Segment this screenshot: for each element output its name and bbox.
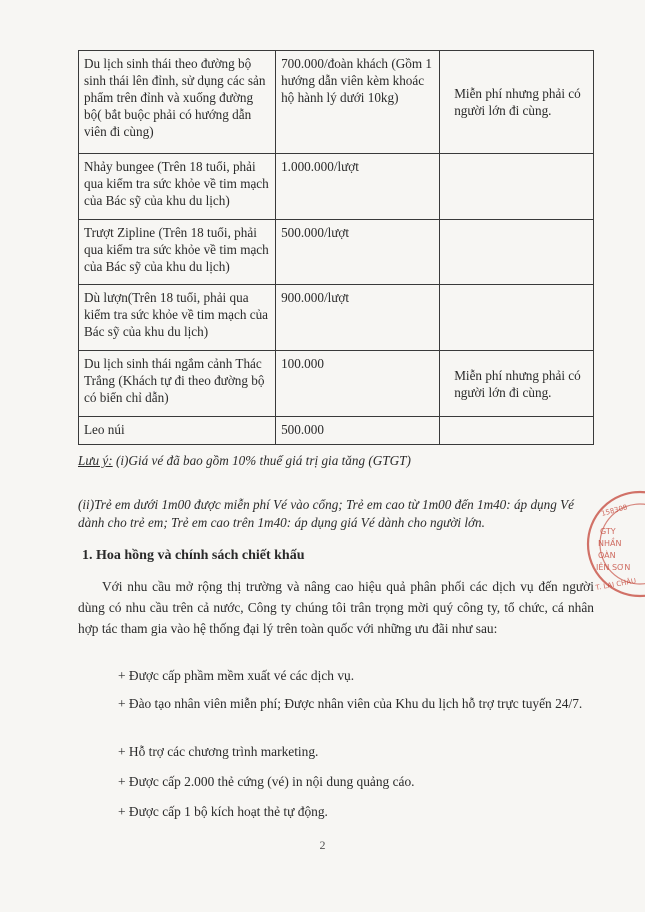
note-cell: Miễn phí nhưng phải có người lớn đi cùng. [440,351,594,417]
table-row [79,154,594,220]
svg-text:GTY: GTY [600,527,616,536]
price-cell: 900.000/lượt [276,285,440,351]
note-line-1 [78,452,598,470]
price-cell: 700.000/đoàn khách (Gồm 1 hướng dẫn viên kèm khoác hộ hành lý dưới 10kg) [276,51,440,154]
note-cell [440,154,594,220]
table-row [79,285,594,351]
service-cell: Du lịch sinh thái theo đường bộ sinh thái lên đỉnh, sử dụng các sản phẩm trên đỉnh và xuống đường bộ( bắt buộc phải có hướng dẫn viên đi cùng) [79,51,276,154]
red-stamp-seal [582,486,645,606]
price-cell: 100.000 [276,351,440,417]
svg-text:158308: 158308 [600,503,629,518]
table-row [79,220,594,285]
table-row [79,417,594,445]
note-cell [440,285,594,351]
service-cell: Nhảy bungee (Trên 18 tuổi, phải qua kiểm tra sức khỏe về tim mạch của Bác sỹ của khu du lịch) [79,154,276,220]
price-cell: 500.000 [276,417,440,445]
list-item: + Hỗ trợ các chương trình marketing. [118,744,319,759]
price-table [78,50,594,445]
service-cell: Leo núi [79,417,276,445]
note-label: Lưu ý: [78,453,113,468]
table-row [79,351,594,417]
intro-paragraph: Với nhu cầu mở rộng thị trường và nâng cao hiệu quả phân phối các dịch vụ đến người dùng có nhu cầu trên cả nước, Công ty chúng tôi trân trọng mời quý công ty, tổ chức, cá nhân hợp tác tham gia vào hệ thống đại lý trên toàn quốc với những ưu đãi như sau: [78,579,594,636]
svg-text:T. LAI CHÂU: T. LAI CHÂU [594,576,637,592]
price-cell: 1.000.000/lượt [276,154,440,220]
section-heading: 1. Hoa hồng và chính sách chiết khấu [82,548,305,563]
list-item: + Được cấp 2.000 thẻ cứng (vé) in nội dung quảng cáo. [118,774,415,789]
svg-text:OÀN: OÀN [598,551,616,560]
table-row [79,51,594,154]
list-item: + Được cấp phầm mềm xuất vé các dịch vụ. [118,668,355,683]
note-cell [440,417,594,445]
note-line-2: (ii)Trẻ em dưới 1m00 được miễn phí Vé vào cổng; Trẻ em cao từ 1m00 đến 1m40: áp dụng Vé dành cho trẻ em; Trẻ em cao trên 1m40: áp dụng giá Vé dành cho người lớn. [78,497,575,530]
list-item: + Đào tạo nhân viên miễn phí; Được nhân viên của Khu du lịch hỗ trợ trực tuyến 24/7. [118,696,583,711]
price-cell: 500.000/lượt [276,220,440,285]
list-item: + Được cấp 1 bộ kích hoạt thẻ tự động. [118,804,328,819]
service-cell: Trượt Zipline (Trên 18 tuổi, phải qua kiểm tra sức khỏe về tim mạch của Bác sỹ của khu du lịch) [79,220,276,285]
note-text-1: (i)Giá vé đã bao gồm 10% thuế giá trị gia tăng (GTGT) [112,453,411,468]
svg-text:IÊN SƠN: IÊN SƠN [596,563,631,572]
note-cell: Miễn phí nhưng phải có người lớn đi cùng. [440,51,594,154]
note-cell [440,220,594,285]
service-cell: Du lịch sinh thái ngắm cảnh Thác Trắng (Khách tự đi theo đường bộ có biển chỉ dẫn) [79,351,276,417]
page-number: 2 [319,838,326,852]
service-cell: Dù lượn(Trên 18 tuổi, phải qua kiểm tra sức khỏe về tim mạch của Bác sỹ của khu du lịch) [79,285,276,351]
svg-text:NHẦN: NHẦN [598,539,622,548]
